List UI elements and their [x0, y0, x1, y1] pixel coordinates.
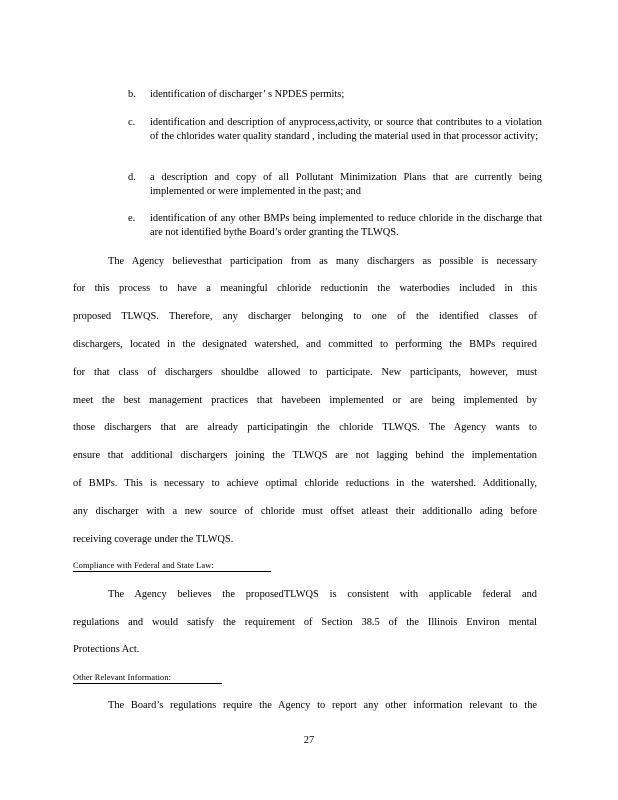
list-item-text: a description and copy of all Pollutant Minimization Plans that are currently being implemented or were implemented in the past; and: [150, 172, 542, 197]
paragraph-line: Protections Act.: [73, 644, 140, 655]
list-marker: d.: [128, 172, 136, 183]
paragraph-line: proposed TLWQS. Therefore, any discharger belonging to one of the identified classes of: [73, 311, 537, 322]
paragraph-line: dischargers, located in the designated watershed, and committed to performing the BMPs required: [73, 339, 537, 350]
list-marker: c.: [128, 117, 136, 128]
list-item-d: [128, 171, 542, 198]
list-item-e: [128, 212, 542, 239]
paragraph-line: ensure that additional dischargers joining the TLWQS are not lagging behind the implementation: [73, 450, 537, 461]
paragraph-line: those dischargers that are already participatingin the chloride TLWQS. The Agency wants to: [73, 422, 537, 433]
page-number: 27: [303, 735, 315, 746]
paragraph-line: The Agency believes the proposedTLWQS is consistent with applicable federal and: [108, 589, 537, 600]
paragraph-line: of BMPs. This is necessary to achieve optimal chloride reductions in the watershed. Additionally,: [73, 478, 537, 489]
paragraph-line: for this process to have a meaningful chloride reductionin the waterbodies included in this: [73, 283, 537, 294]
paragraph-line: for that class of dischargers shouldbe allowed to participate. New participants, however, must: [73, 367, 537, 378]
list-item-b: [128, 88, 542, 102]
paragraph-line: The Agency believesthat participation from as many dischargers as possible is necessary: [108, 256, 537, 267]
list-marker: e.: [128, 213, 136, 224]
section-heading-other-relevant: Other Relevant Information:: [73, 672, 222, 684]
paragraph-line: The Board’s regulations require the Agency to report any other information relevant to the: [108, 700, 537, 711]
list-item-text: identification of any other BMPs being implemented to reduce chloride in the discharge that are not identified bythe Board’s order granting the TLWQS.: [150, 213, 542, 238]
paragraph-line: regulations and would satisfy the requirement of Section 38.5 of the Illinois Environ mental: [73, 617, 537, 628]
paragraph-line: any discharger with a new source of chloride must offset atleast their additionallo ading before: [73, 506, 537, 517]
section-heading-compliance: Compliance with Federal and State Law:: [73, 560, 271, 572]
paragraph-line: receiving coverage under the TLWQS.: [73, 534, 234, 545]
list-item-text: identification and description of anyprocess,activity, or source that contributes to a violation of the chlorides water quality standard , including the material used in that processor activity;: [150, 117, 542, 142]
list-item-c: [128, 116, 542, 143]
list-marker: b.: [128, 89, 136, 100]
list-item-text: identification of discharger’ s NPDES permits;: [150, 89, 345, 100]
paragraph-line: meet the best management practices that havebeen implemented or are being implemented by: [73, 395, 537, 406]
